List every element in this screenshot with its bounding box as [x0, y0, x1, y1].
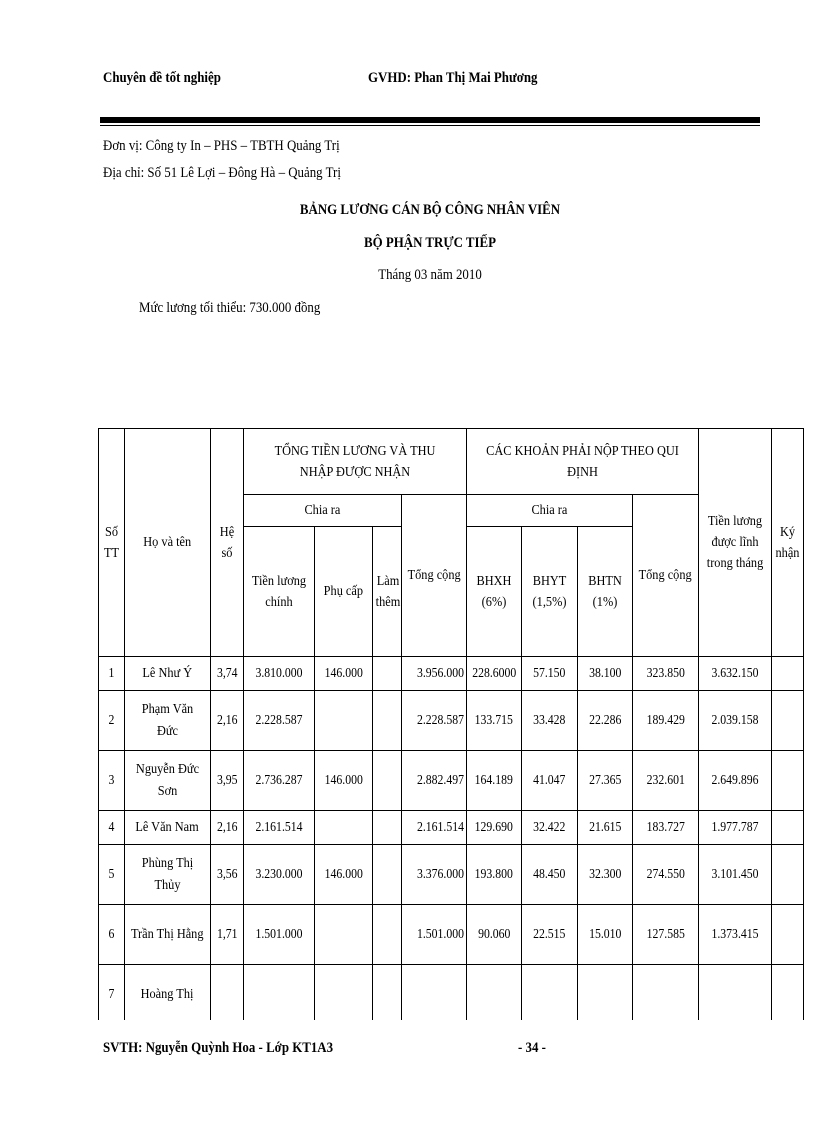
cell-bhyt: 22.515: [522, 905, 578, 965]
cell-allow: [315, 905, 373, 965]
col-allowance-header: Phụ cấp: [315, 527, 373, 657]
cell-name: Lê Văn Nam: [125, 811, 211, 845]
header-topic: Chuyên đề tốt nghiệp: [103, 70, 221, 86]
col-bhtn-header: BHTN (1%): [578, 527, 633, 657]
cell-name: Nguyễn Đức Sơn: [125, 751, 211, 811]
table-row: [99, 751, 804, 811]
cell-sign: [772, 811, 804, 845]
cell-bhtn: 21.615: [578, 811, 633, 845]
table-row: [99, 691, 804, 751]
cell-bhxh: 193.800: [467, 845, 522, 905]
cell-base: 2.161.514: [244, 811, 315, 845]
cell-stt: 5: [99, 845, 125, 905]
cell-bhyt: 48.450: [522, 845, 578, 905]
cell-ot: [373, 691, 402, 751]
col-net-header: Tiền lương được lĩnh trong tháng: [699, 429, 772, 657]
cell-net: [699, 965, 772, 1021]
cell-allow: 146.000: [315, 657, 373, 691]
cell-sign: [772, 965, 804, 1021]
cell-stt: 6: [99, 905, 125, 965]
header-rule-thick: [100, 117, 760, 123]
table-row: [99, 905, 804, 965]
cell-allow: [315, 691, 373, 751]
cell-net: 2.649.896: [699, 751, 772, 811]
income-group-header: TỔNG TIỀN LƯƠNG VÀ THU NHẬP ĐƯỢC NHẬN: [244, 429, 467, 495]
cell-allow: 146.000: [315, 751, 373, 811]
cell-base: 1.501.000: [244, 905, 315, 965]
cell-sign: [772, 845, 804, 905]
cell-stt: 3: [99, 751, 125, 811]
col-income-total-header: Tổng cộng: [402, 495, 467, 657]
deduction-group-header: CÁC KHOẢN PHẢI NỘP THEO QUI ĐỊNH: [467, 429, 699, 495]
cell-allow: [315, 811, 373, 845]
cell-total: 2.228.587: [402, 691, 467, 751]
cell-bhxh: 133.715: [467, 691, 522, 751]
col-deduction-total-header: Tổng cộng: [633, 495, 699, 657]
cell-name: Phạm Văn Đức: [125, 691, 211, 751]
cell-allow: [315, 965, 373, 1021]
cell-bhxh: 228.6000: [467, 657, 522, 691]
cell-ot: [373, 845, 402, 905]
cell-net: 3.632.150: [699, 657, 772, 691]
col-sign-header: Ký nhận: [772, 429, 804, 657]
col-coef-header: Hệ số: [211, 429, 244, 657]
cell-stt: 2: [99, 691, 125, 751]
cell-total: 2.161.514: [402, 811, 467, 845]
cell-coef: [211, 965, 244, 1021]
cell-base: 2.736.287: [244, 751, 315, 811]
page-number: - 34 -: [518, 1040, 546, 1056]
col-bhyt-header: BHYT (1,5%): [522, 527, 578, 657]
cell-net: 3.101.450: [699, 845, 772, 905]
header-rule-thin: [100, 125, 760, 126]
col-overtime-header: Làm thêm: [373, 527, 402, 657]
cell-bhyt: [522, 965, 578, 1021]
cell-dtotal: 183.727: [633, 811, 699, 845]
cell-net: 2.039.158: [699, 691, 772, 751]
cell-coef: 3,74: [211, 657, 244, 691]
cell-bhxh: 90.060: [467, 905, 522, 965]
cell-allow: 146.000: [315, 845, 373, 905]
cell-name: Lê Như Ý: [125, 657, 211, 691]
cell-bhxh: 164.189: [467, 751, 522, 811]
col-name-header: Họ và tên: [125, 429, 211, 657]
title-dept: BỘ PHẬN TRỰC TIẾP: [363, 235, 497, 251]
cell-ot: [373, 811, 402, 845]
table-row: [99, 811, 804, 845]
cell-stt: 7: [99, 965, 125, 1021]
cell-total: 2.882.497: [402, 751, 467, 811]
cell-ot: [373, 657, 402, 691]
cell-dtotal: 189.429: [633, 691, 699, 751]
cell-name: Phùng Thị Thủy: [125, 845, 211, 905]
col-bhxh-header: BHXH (6%): [467, 527, 522, 657]
cell-stt: 4: [99, 811, 125, 845]
org-address: Địa chỉ: Số 51 Lê Lợi – Đông Hà – Quảng Trị: [103, 165, 341, 181]
cell-base: [244, 965, 315, 1021]
cell-bhtn: 32.300: [578, 845, 633, 905]
cell-stt: 1: [99, 657, 125, 691]
table-row: [99, 845, 804, 905]
cell-bhtn: 27.365: [578, 751, 633, 811]
cell-total: [402, 965, 467, 1021]
cell-dtotal: [633, 965, 699, 1021]
cell-ot: [373, 905, 402, 965]
cell-net: 1.977.787: [699, 811, 772, 845]
table-row: [99, 965, 804, 1021]
cell-bhyt: 33.428: [522, 691, 578, 751]
cell-name: Hoàng Thị: [125, 965, 211, 1021]
cell-net: 1.373.415: [699, 905, 772, 965]
cell-coef: 2,16: [211, 811, 244, 845]
title-main: BẢNG LƯƠNG CÁN BỘ CÔNG NHÂN VIÊN: [299, 202, 561, 218]
cell-bhtn: [578, 965, 633, 1021]
cell-bhyt: 57.150: [522, 657, 578, 691]
cell-base: 3.810.000: [244, 657, 315, 691]
col-base-salary-header: Tiền lương chính: [244, 527, 315, 657]
cell-coef: 1,71: [211, 905, 244, 965]
cell-sign: [772, 657, 804, 691]
cell-dtotal: 232.601: [633, 751, 699, 811]
salary-table: [98, 428, 804, 1020]
cell-base: 3.230.000: [244, 845, 315, 905]
footer-student: SVTH: Nguyễn Quỳnh Hoa - Lớp KT1A3: [103, 1040, 334, 1056]
cell-bhtn: 38.100: [578, 657, 633, 691]
income-breakdown-header: Chia ra: [244, 495, 402, 527]
salary-table-wrap: [98, 428, 805, 1020]
title-period: Tháng 03 năm 2010: [378, 267, 482, 283]
org-unit: Đơn vị: Công ty In – PHS – TBTH Quảng Trị: [103, 138, 340, 154]
cell-coef: 3,56: [211, 845, 244, 905]
cell-bhyt: 32.422: [522, 811, 578, 845]
cell-sign: [772, 691, 804, 751]
cell-bhxh: [467, 965, 522, 1021]
cell-sign: [772, 905, 804, 965]
cell-bhtn: 22.286: [578, 691, 633, 751]
header-advisor: GVHD: Phan Thị Mai Phương: [368, 70, 538, 86]
cell-ot: [373, 751, 402, 811]
col-stt-header: Số TT: [99, 429, 125, 657]
min-wage-note: Mức lương tối thiểu: 730.000 đồng: [139, 300, 321, 316]
cell-dtotal: 127.585: [633, 905, 699, 965]
table-row: [99, 657, 804, 691]
cell-bhtn: 15.010: [578, 905, 633, 965]
cell-bhxh: 129.690: [467, 811, 522, 845]
cell-dtotal: 323.850: [633, 657, 699, 691]
cell-total: 1.501.000: [402, 905, 467, 965]
cell-name: Trần Thị Hằng: [125, 905, 211, 965]
cell-dtotal: 274.550: [633, 845, 699, 905]
cell-total: 3.956.000: [402, 657, 467, 691]
cell-base: 2.228.587: [244, 691, 315, 751]
cell-coef: 2,16: [211, 691, 244, 751]
deduction-breakdown-header: Chia ra: [467, 495, 633, 527]
cell-total: 3.376.000: [402, 845, 467, 905]
cell-sign: [772, 751, 804, 811]
cell-bhyt: 41.047: [522, 751, 578, 811]
cell-ot: [373, 965, 402, 1021]
cell-coef: 3,95: [211, 751, 244, 811]
